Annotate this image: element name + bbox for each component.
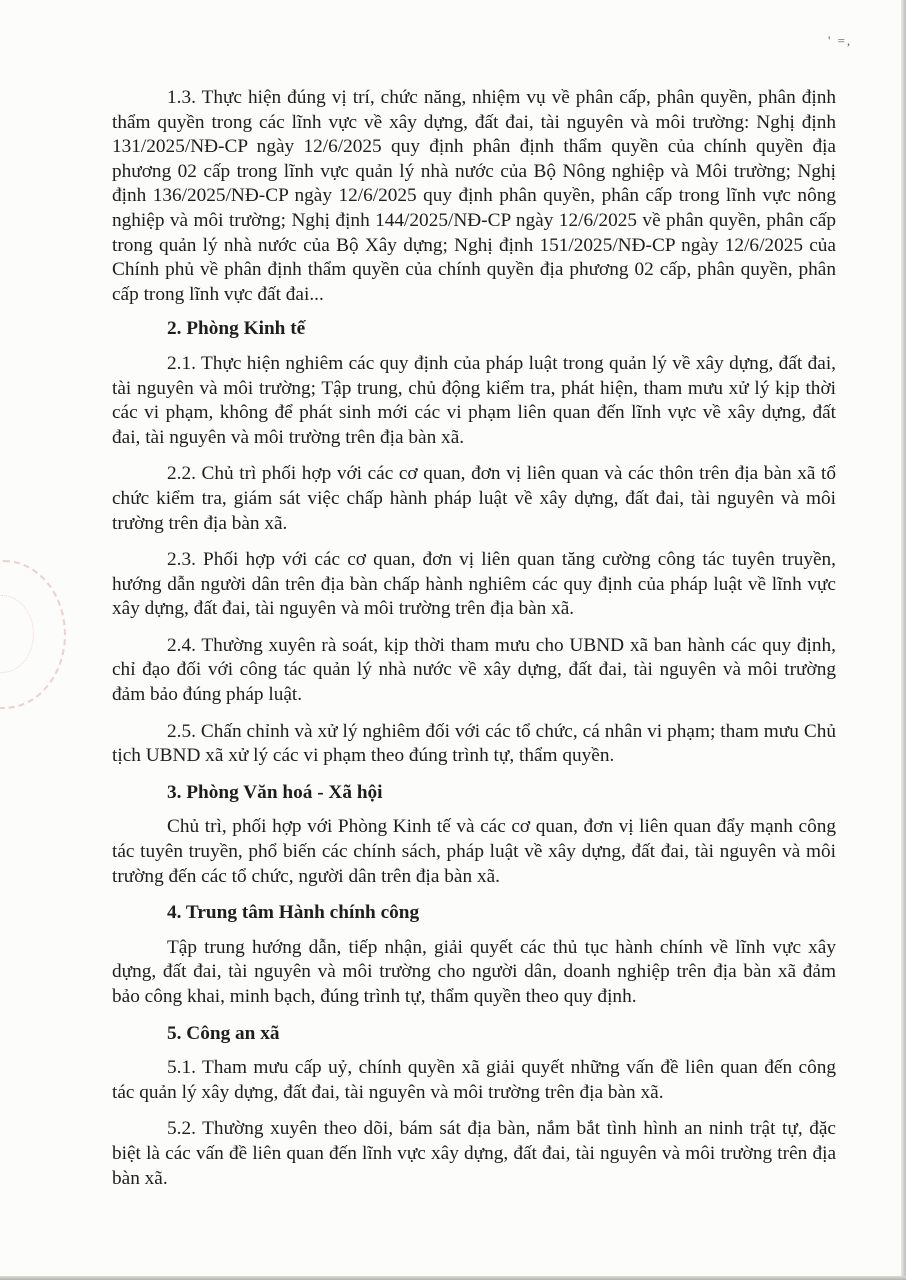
page-bottom-edge: [0, 1276, 906, 1280]
paragraph-2-3: 2.3. Phối hợp với các cơ quan, đơn vị liên quan tăng cường công tác tuyên truyền, hướng dẫn người dân trên địa bàn chấp hành nghiêm các quy định của pháp luật về lĩnh vực xây dựng, đất đai, tài nguyên và môi trường trên địa bàn xã.: [112, 549, 836, 620]
paragraph-5-2: 5.2. Thường xuyên theo dõi, bám sát địa bàn, nắm bắt tình hình an ninh trật tự, đặc biệt là các vấn đề liên quan đến lĩnh vực xây dựng, đất đai, tài nguyên và môi trường trên địa bàn xã.: [112, 1118, 836, 1189]
paragraph-2-5: 2.5. Chấn chỉnh và xử lý nghiêm đối với các tổ chức, cá nhân vi phạm; tham mưu Chủ tịch UBND xã xử lý các vi phạm theo đúng trình tự, thẩm quyền.: [112, 720, 836, 767]
document-body: [112, 86, 836, 1203]
heading-phong-van-hoa-xa-hoi: 3. Phòng Văn hoá - Xã hội: [167, 781, 383, 803]
paragraph-hanh-chinh-cong: Tập trung hướng dẫn, tiếp nhận, giải quyết các thủ tục hành chính về lĩnh vực xây dựng, đất đai, tài nguyên và môi trường cho người dân, doanh nghiệp trên địa bàn xã đảm bảo công khai, minh bạch, đúng trình tự, thẩm quyền theo quy định.: [112, 936, 836, 1007]
page-edge-shadow: [901, 0, 906, 1280]
heading-trung-tam-hanh-chinh-cong: 4. Trung tâm Hành chính công: [167, 902, 420, 924]
paragraph-2-4: 2.4. Thường xuyên rà soát, kịp thời tham mưu cho UBND xã ban hành các quy định, chỉ đạo đối với công tác quản lý nhà nước về xây dựng, đất đai, tài nguyên và môi trường đảm bảo đúng pháp luật.: [112, 634, 836, 706]
paragraph-2-2: 2.2. Chủ trì phối hợp với các cơ quan, đơn vị liên quan và các thôn trên địa bàn xã tổ chức kiểm tra, giám sát việc chấp hành pháp luật về xây dựng, đất đai, tài nguyên và môi trường trên địa bàn xã.: [112, 463, 836, 534]
corner-mark: ' =,: [828, 33, 853, 48]
paragraph-1-3: 1.3. Thực hiện đúng vị trí, chức năng, nhiệm vụ về phân cấp, phân quyền, phân định thẩm quyền trong các lĩnh vực về xây dựng, đất đai, tài nguyên và môi trường: Nghị định 131/2025/NĐ-CP ngày 12/6/2025 quy định phân định thẩm quyền của chính quyền địa phương 02 cấp trong lĩnh vực quản lý nhà nước của Bộ Nông nghiệp và Môi trường; Nghị định 136/2025/NĐ-CP ngày 12/6/2025 quy định phân quyền, phân cấp trong lĩnh vực nông nghiệp và môi trường; Nghị định 144/2025/NĐ-CP ngày 12/6/2025 về phân quyền, phân cấp trong quản lý nhà nước của Bộ Xây dựng; Nghị định 151/2025/NĐ-CP ngày 12/6/2025 của Chính phủ về phân định thẩm quyền của chính quyền địa phương 02 cấp, phân quyền, phân cấp trong lĩnh vực đất đai...: [112, 87, 836, 305]
paragraph-van-hoa-xa-hoi: Chủ trì, phối hợp với Phòng Kinh tế và các cơ quan, đơn vị liên quan đẩy mạnh công tác tuyên truyền, phổ biến các chính sách, pháp luật về xây dựng, đất đai, tài nguyên và môi trường đến các tổ chức, người dân trên địa bàn xã.: [112, 816, 836, 887]
paragraph-2-1: 2.1. Thực hiện nghiêm các quy định của pháp luật trong quản lý về xây dựng, đất đai, tài nguyên và môi trường; Tập trung, chủ động kiểm tra, phát hiện, tham mưu xử lý kịp thời các vi phạm, không để phát sinh mới các vi phạm liên quan đến lĩnh vực về xây dựng, đất đai, tài nguyên và môi trường trên địa bàn xã.: [112, 352, 836, 448]
paragraph-5-1: 5.1. Tham mưu cấp uỷ, chính quyền xã giải quyết những vấn đề liên quan đến công tác quản lý xây dựng, đất đai, tài nguyên và môi trường trên địa bàn xã.: [112, 1057, 836, 1103]
heading-cong-an-xa: 5. Công an xã: [167, 1022, 280, 1044]
heading-phong-kinh-te: 2. Phòng Kinh tế: [167, 318, 306, 340]
